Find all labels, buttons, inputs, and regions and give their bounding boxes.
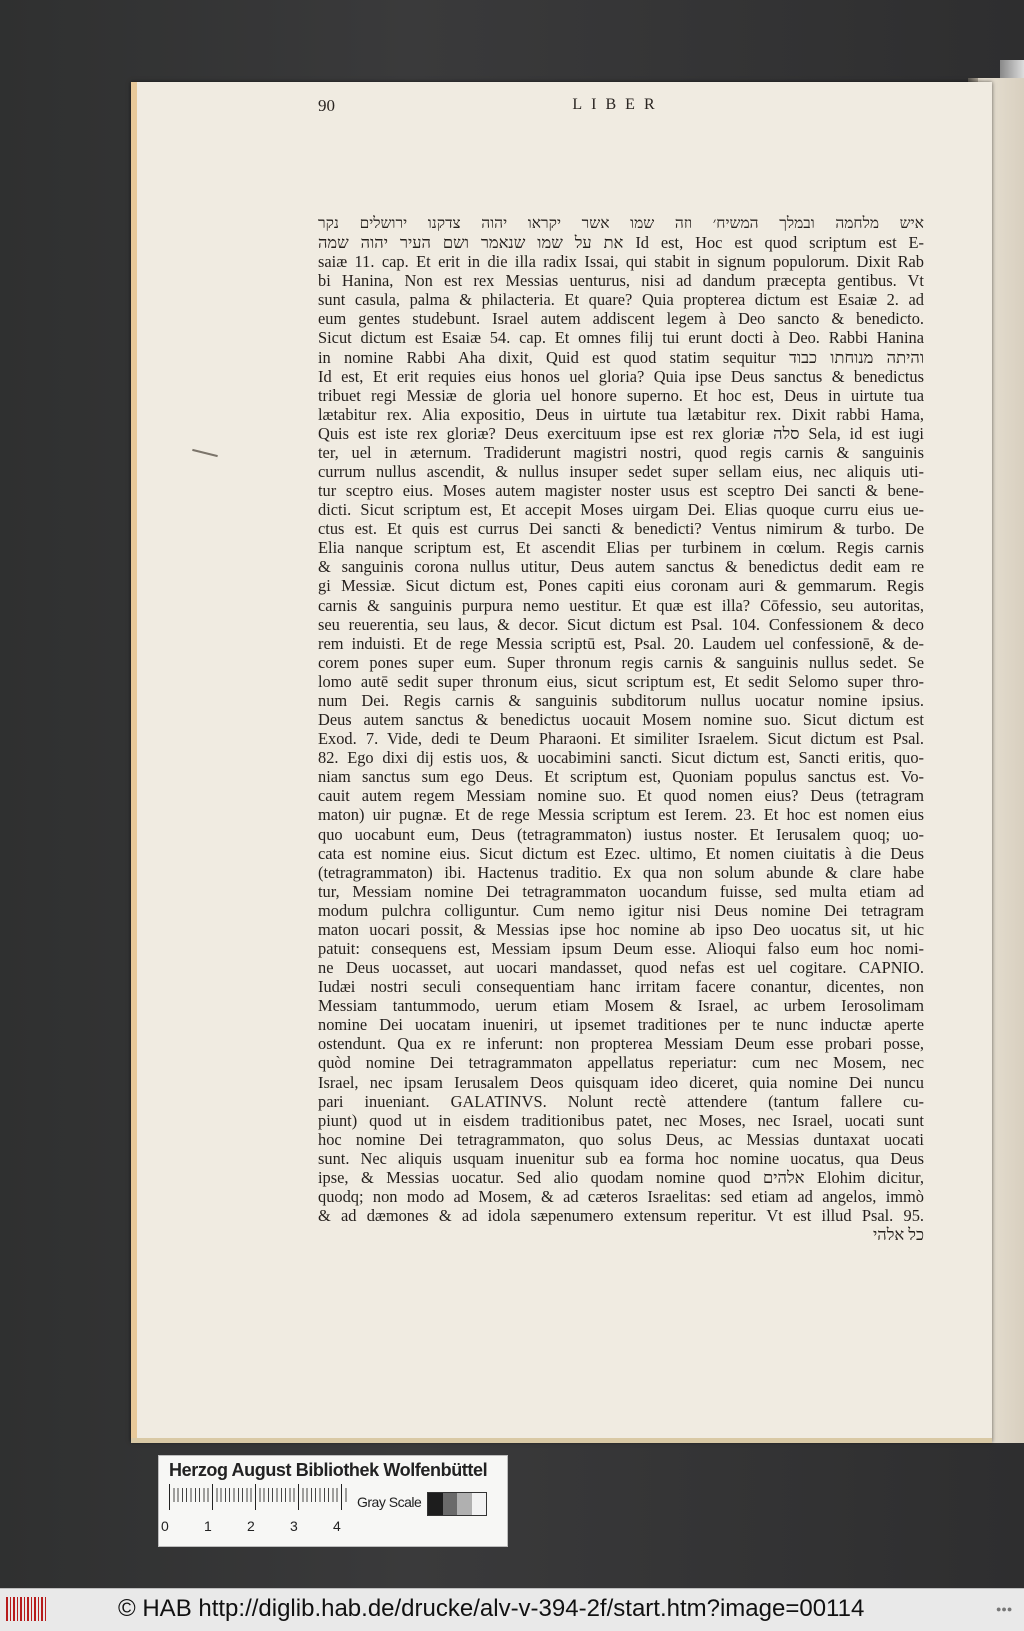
text-line: Deus autem sanctus & benedictus uocauit Mosem nomine suo. Sicut dictum est — [318, 710, 924, 730]
ruler-mark-0 — [169, 1484, 170, 1510]
text-line: Elia nanque scriptum est, Et ascendit Elias per turbinem in cœlum. Regis carnis — [318, 538, 924, 558]
measurement-ruler — [169, 1488, 349, 1511]
text-line: Messiam tantummodo, uerum etiam Mosem & Israel, ac urbem Ierosolimam — [318, 996, 924, 1016]
page-bottom-edge — [131, 1438, 992, 1443]
gray-swatch-cell — [443, 1493, 458, 1515]
text-line: pari inueniant. GALATINVS. Nolunt rectè attendere (tantum fallere cu- — [318, 1091, 924, 1111]
ruler-mark-4 — [341, 1484, 342, 1510]
text-line: cauit autem regem Messiam nomine suo. Et quod nomen eius? Deus (tetragram — [318, 786, 924, 806]
text-line: & ad dæmones & ad idola sæpenumero extensum reperitur. Vt est illud Psal. 95. — [318, 1206, 924, 1226]
text-line: quòd nomine Dei tetragrammaton appellatus reperiatur: cum nec Mosem, nec — [318, 1053, 924, 1073]
text-line: piunt) quod ut in eisdem traditionibus patet, nec Moses, nec Israel, uocati sunt — [318, 1110, 924, 1130]
text-line: lætabitur rex. Alia expositio, Deus in uirtute tua lætabitur rex. Dixit rabbi Hama, — [318, 404, 924, 424]
text-line: Exod. 7. Vide, dedi te Deum Pharaoni. Et similiter Israelem. Sicut dictum est Psal. — [318, 729, 924, 749]
text-line: corem pones super eum. Super thronum regis carnis & sanguinis nullus sedet. Se — [318, 652, 924, 672]
text-line: carnis & sanguinis purpura nemo uestitur. Et quæ est illa? Cōfessio, seu autoritas, — [318, 595, 924, 615]
text-line: ne Deus uocasset, aut uocari mandasset, quod nefas est uel cogitare. CAPNIO. — [318, 958, 924, 978]
page-number: 90 — [318, 96, 335, 115]
ruler-number-1: 1 — [204, 1518, 212, 1534]
library-name: Herzog August Bibliothek Wolfenbüttel — [169, 1460, 488, 1480]
text-line: lomo autē sedit super thronum eius, sicut scriptum est, Et sedit Selomo super thro- — [318, 671, 924, 691]
gray-swatch-cell — [457, 1493, 472, 1515]
ruler-number-2: 2 — [247, 1518, 255, 1534]
text-line: tur sceptro eius. Moses autem magister noster usus est sceptro Dei sancti & bene- — [318, 481, 924, 501]
text-line: (tetragrammaton) ibi. Hactenus traditio. Ex qua non solum abunde & clare habe — [318, 862, 924, 882]
text-line: sunt. Nec aliquis usquam inuenitur sub ea forma hoc nomine uocatus, qua Deus — [318, 1148, 924, 1168]
ruler-mark-1 — [212, 1484, 213, 1510]
page-text-block — [318, 214, 924, 1244]
text-line: tur, Messiam nomine Dei tetragrammaton uocandum fuisse, sed multa etiam ad — [318, 881, 924, 901]
text-line: hoc nomine Dei tetragrammaton, quo solus Deus, ac Messias duntaxat uocati — [318, 1129, 924, 1149]
text-line: tribuet regi Messiæ de gloria uel honore superno. Et hoc est, Deus in uirtute tua — [318, 385, 924, 405]
text-line: את על שמו שנאמר ושם העיר יהוה שמה Id est, Hoc est quod scriptum est E- — [318, 233, 924, 253]
ruler-mark-2 — [255, 1484, 256, 1510]
text-line: gi Messiæ. Sicut dictum est, Pones capiti eius coronam auri & gemmarum. Regis — [318, 576, 924, 596]
ruler-number-0: 0 — [161, 1518, 169, 1534]
gray-swatch-cell — [428, 1493, 443, 1515]
text-line: Sicut dictum est Esaiæ 54. cap. Et omnes filij tui erunt docti à Deo. Rabbi Hanina — [318, 328, 924, 348]
footer-menu-icon[interactable]: ●●● — [996, 1604, 1013, 1614]
text-line: bi Hanina, Non est rex Messias uenturus, nisi ad dandum præcepta gentibus. Vt — [318, 271, 924, 291]
text-line: cata est nomine eius. Sicut dictum est Ezec. ultimo, Et nomen ciuitatis à die Deus — [318, 843, 924, 863]
text-line: Quis est iste rex gloriæ? Deus exercituum ipse est rex gloriæ סלה Sela, id est iugi — [318, 423, 924, 443]
text-line: ipse, & Messias uocatur. Sed alio quodam nomine quod אלהים Elohim dicitur, — [318, 1167, 924, 1187]
ruler-number-4: 4 — [333, 1518, 341, 1534]
text-line: saiæ 11. cap. Et erit in die illa radix Issai, qui stabit in signum populorum. Dixit Rab — [318, 252, 924, 272]
text-line: Id est, Et erit requies eius honos uel gloria? Quia ipse Deus sanctus & benedictus — [318, 366, 924, 386]
text-line: modum pulchra colliguntur. Cum nemo igitur nisi Deus nomine Dei tetragram — [318, 900, 924, 920]
ruler-number-3: 3 — [290, 1518, 298, 1534]
ruler-mark-3 — [298, 1484, 299, 1510]
text-line: maton) uir pugnæ. Et de rege Messia scriptum est Ierem. 23. Et hoc est nomen eius — [318, 805, 924, 825]
text-line: כל אלהי — [872, 1225, 924, 1245]
text-line: maton uocari possit, & Messias ipse hoc nomine ab ipso Deo uocatus sit, ut hic — [318, 919, 924, 939]
text-line: ctus est. Et quis est currus Dei sancti & benedicti? Ventus nimirum & turbo. De — [318, 519, 924, 539]
library-scale-card — [158, 1455, 508, 1547]
text-line: quodq; non modo ad Mosem, & ad cæteros Israelitas: sed etiam ad angelos, immò — [318, 1186, 924, 1206]
text-line: Iudæi nostri seculi consequentiam hanc irritam facere conantur, dicentes, non — [318, 977, 924, 997]
text-line: rem induisti. Et de rege Messia scriptū est, Psal. 20. Laudem uel confessionē, & de- — [318, 633, 924, 653]
source-url[interactable]: © HAB http://diglib.hab.de/drucke/alv-v-394-2f/start.htm?image=00114 — [118, 1595, 865, 1622]
text-line: quo uocabunt eum, Deus (tetragrammaton) iustus noster. Et Ierusalem quoq; uo- — [318, 824, 924, 844]
text-line: איש מלחמה ובמלך המשיח׳ וזה שמו אשר יקראו יהוה צדקנו ירושלים נקר — [318, 215, 924, 232]
viewer-footer — [0, 1588, 1024, 1631]
gray-swatch-cell — [472, 1493, 487, 1515]
text-line: nomine Dei uocatam inueniri, ut ipsemet traditiones per te nunc inductæ aperte — [318, 1015, 924, 1035]
text-line: patuit: consequens est, Messiam ipsum Deum esse. Alioqui falso eum hoc nomi- — [318, 938, 924, 958]
text-line: num Dei. Regis carnis & sanguinis subditorum nullus uocatur nomine ipsius. — [318, 690, 924, 710]
hab-logo-icon — [6, 1597, 46, 1621]
text-line: niam sanctus sum ego Deus. Et scriptum est, Quoniam populus sanctus est. Vo- — [318, 767, 924, 787]
gray-scale-swatch — [427, 1492, 487, 1516]
text-line: ter, uel in æternum. Tradiderunt magistri nostri, quod regis carnis & sanguinis — [318, 442, 924, 462]
running-head — [318, 96, 918, 120]
gray-scale-label: Gray Scale — [357, 1494, 422, 1510]
running-title: LIBER — [572, 96, 664, 113]
text-line: sunt casula, palma & philacteria. Et quare? Quia propterea dictum est Esaiæ 2. ad — [318, 290, 924, 310]
text-line: eum gentes studebunt. Israel autem addiscent legem à Deo sancto & benedicto. — [318, 309, 924, 329]
text-line: & sanguinis corona nullus utitur, Deus autem sanctus & benedictus dedit eam re — [318, 557, 924, 577]
text-line: in nomine Rabbi Aha dixit, Quid est quod statim sequitur והיתה מנוחתו כבוד — [318, 347, 924, 367]
text-line: 82. Ego dixi dij estis uos, & uocabimini sancti. Sicut dictum est, Sancti eritis, quo- — [318, 748, 924, 768]
text-line: Israel, nec ipsam Ierusalem Deos quisquam ideo diceret, quia nomine Dei nuncu — [318, 1072, 924, 1092]
text-line: seu reuerentia, seu laus, & decor. Sicut dictum est Psal. 104. Confessionem & deco — [318, 614, 924, 634]
text-line: dicti. Sicut scriptum est, Et accepit Moses uirgam Dei. Elias quoque curru eius ue- — [318, 500, 924, 520]
text-line: ostendunt. Qua ex re inferunt: non propterea Messiam Deum esse probari posse, — [318, 1034, 924, 1054]
text-line: currum nullus ascendit, & nullus insuper sedet super sellam eius, nec aliquis uti- — [318, 462, 924, 482]
